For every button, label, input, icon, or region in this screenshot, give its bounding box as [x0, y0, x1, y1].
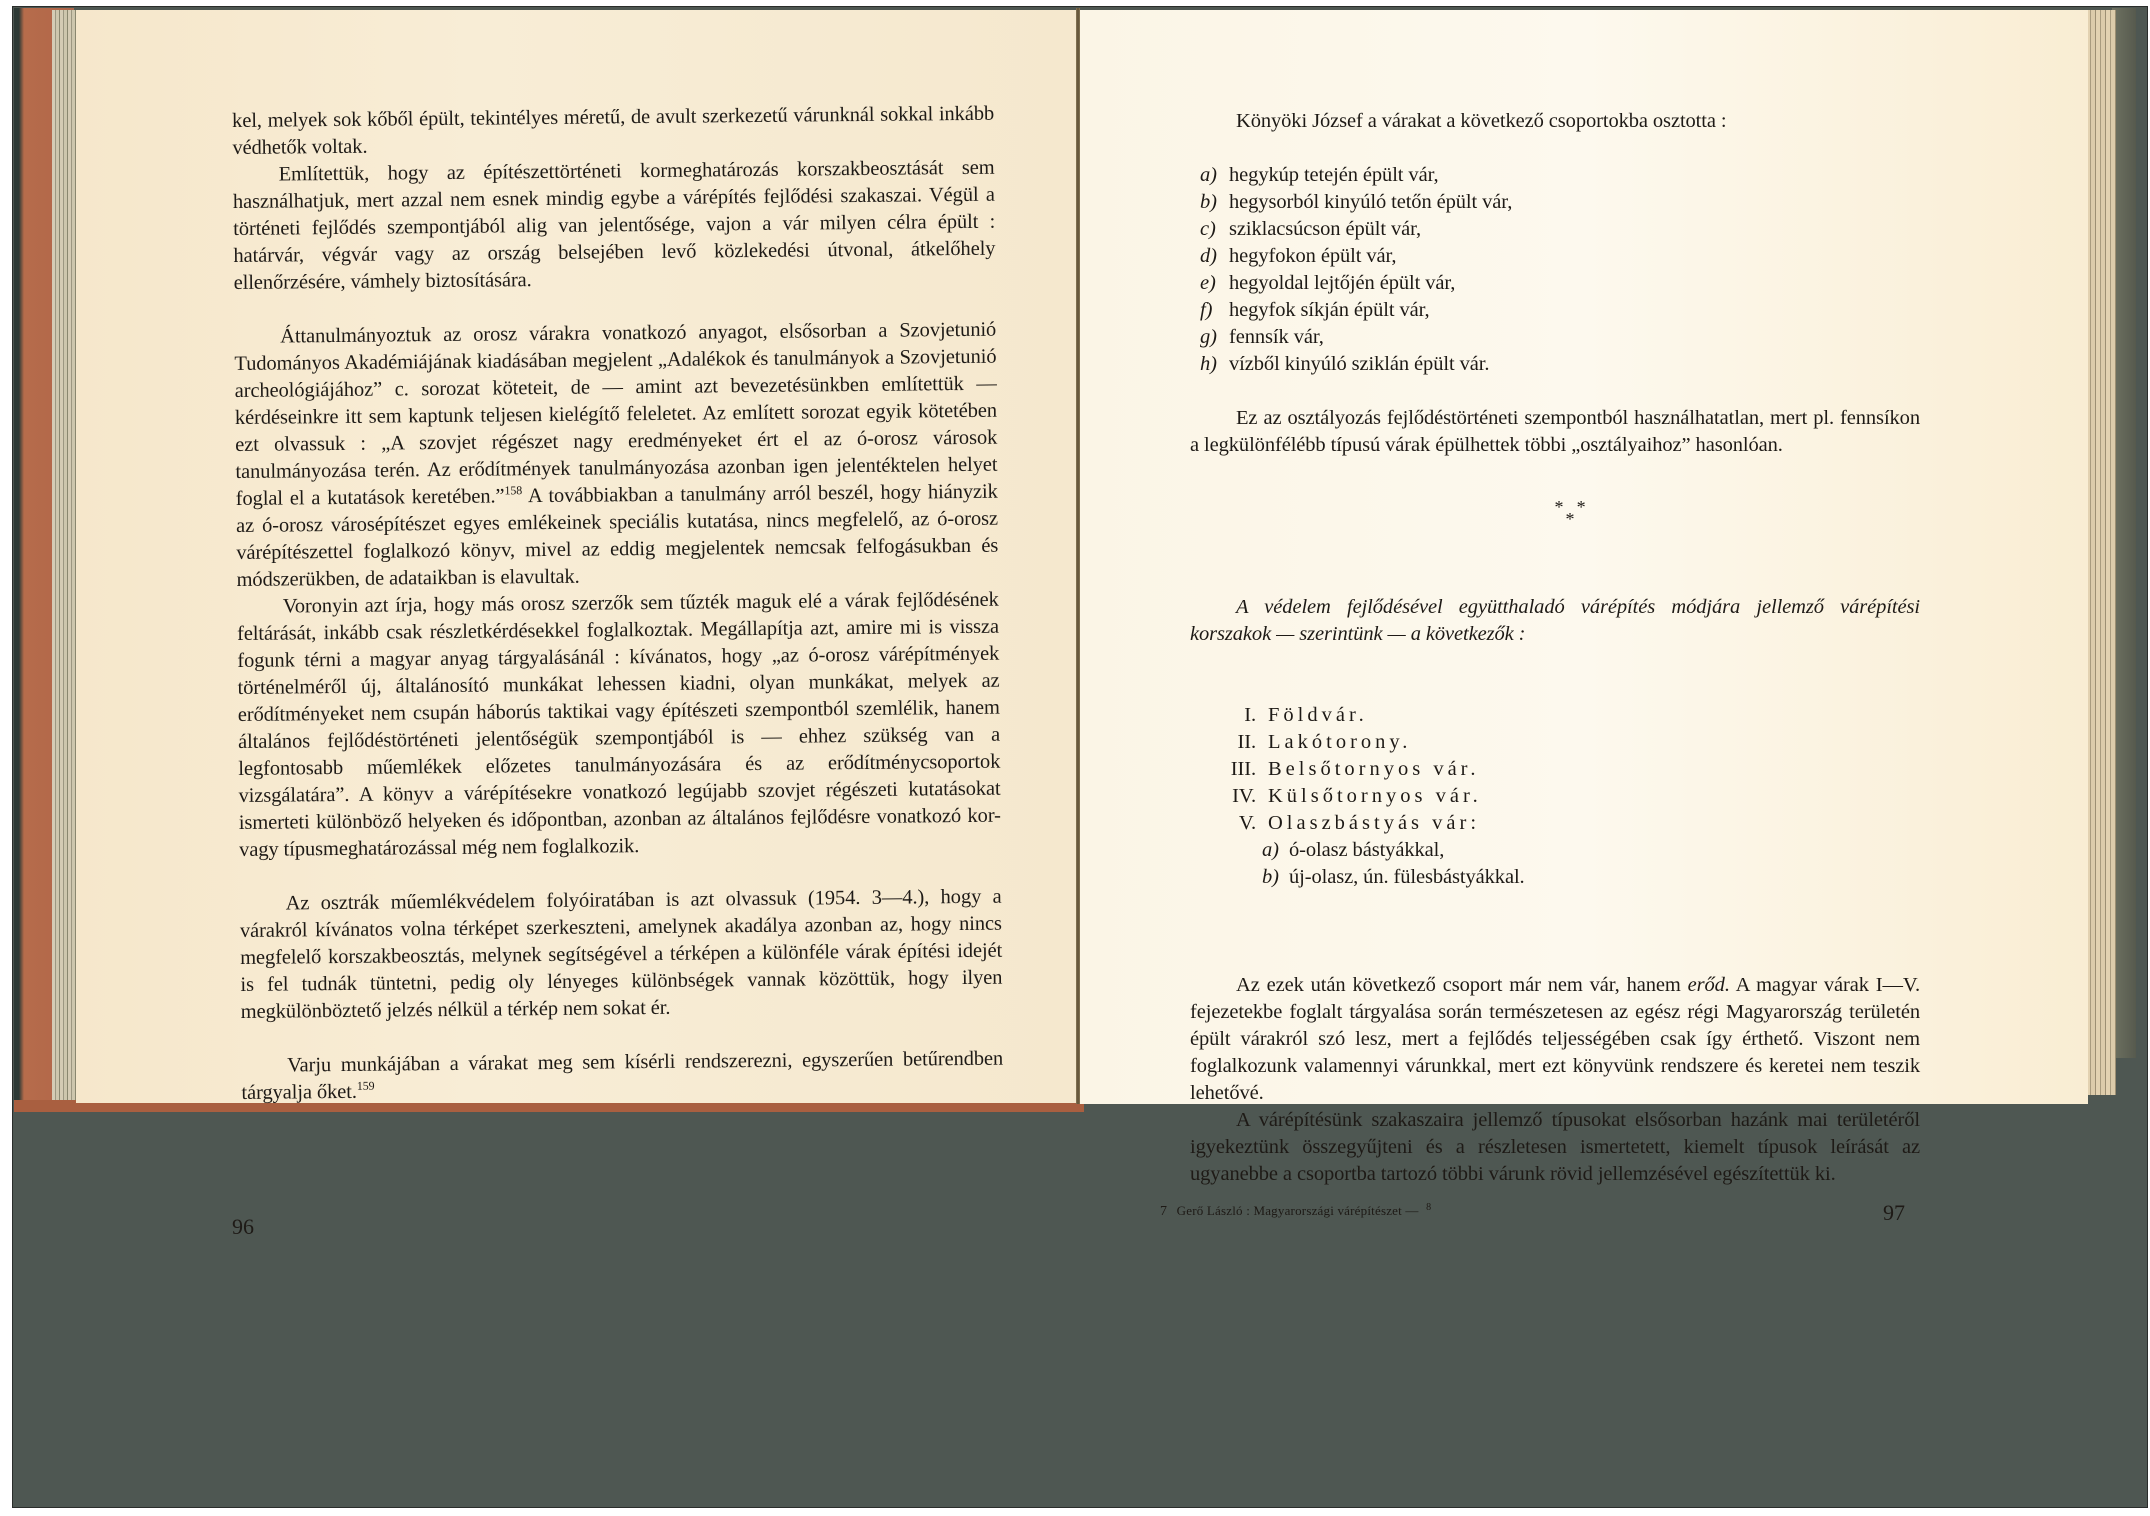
list-label: b) [1200, 191, 1217, 213]
period-item [1198, 729, 1920, 756]
list-label: d) [1200, 245, 1217, 267]
period-subitem [1262, 837, 1920, 864]
list-text: hegykúp tetején épült vár, [1229, 164, 1439, 186]
period-item [1198, 810, 1920, 837]
list-label: a) [1262, 839, 1279, 861]
period-name: Olaszbástyás vár: [1268, 812, 1481, 834]
periods-list [1190, 702, 1920, 837]
period-item [1198, 783, 1920, 810]
paragraph: A várépítésünk szakaszaira jellemző típusokat elsősorban hazánk mai területéről igyekeztünk összegyűjteni és a részletesen ismertetett, kiemelt típusok leírását az ugyanebbe a csoportba tartozó többi várunk rövid jellemzésével egészítettük ki. [1190, 1109, 1920, 1185]
list-item [1200, 216, 1920, 243]
list-item [1200, 297, 1920, 324]
list-label: f) [1200, 299, 1213, 321]
list-text: hegyfok síkján épült vár, [1229, 299, 1430, 321]
section-heading: A védelem fejlődésével együtthaladó várépítés módjára jellemző várépítési korszakok — szerintünk — a következők : [1190, 596, 1920, 645]
period-item [1198, 702, 1920, 729]
list-label: b) [1262, 866, 1279, 888]
paragraph [1190, 972, 1920, 1107]
period-item [1198, 756, 1920, 783]
asterisk: * [1576, 497, 1586, 517]
period-sub-list [1190, 837, 1920, 891]
list-text: fennsík vár, [1229, 326, 1324, 348]
list-item [1200, 270, 1920, 297]
paragraph-text: Varju munkájában a várakat meg sem kísérli rendszerezni, egyszerűen betűrendben tárgyalja őket. [241, 1047, 1004, 1104]
asterisk: * [1554, 497, 1564, 517]
paragraph [241, 1046, 1003, 1107]
paragraph: Az osztrák műemlékvédelem folyóiratában is azt olvassuk (1954. 3—4.), hogy a várakról kívánatos volna térképet szerkeszteni, amelynek akadálya azonban az, hogy nincs megfelelő korszakbeosztás, melynek segítségével a térképen a különféle várak építési idejét is fel tudnák tüntetni, pedig oly lényeges különbségek vannak közöttük, hogy ilyen megkülönböztető jelzés nélkül a térkép nem sokat ér. [239, 885, 1003, 1023]
list-text: hegyfokon épült vár, [1229, 245, 1397, 267]
left-page-text [232, 101, 1004, 1107]
asterisk: * [1565, 509, 1575, 529]
period-name: Külsőtornyos vár. [1268, 785, 1482, 807]
paragraph: Ez az osztályozás fejlődéstörténeti szempontból használhatatlan, mert pl. fennsíkon a legkülönfélébb típusú várak épülhettek többi „osztályaihoz” hasonlóan. [1190, 407, 1920, 456]
list-item [1200, 162, 1920, 189]
list-item [1200, 351, 1920, 378]
period-name: Lakótorony. [1268, 731, 1412, 753]
paragraph: kel, melyek sok kőből épült, tekintélyes méretű, de avult szerkezetű várunknál sokkal inkább védhetők voltak. [232, 102, 995, 159]
page-number-right: 97 [1883, 1200, 1905, 1225]
period-subitem [1262, 864, 1920, 891]
period-number: IV. [1232, 785, 1256, 807]
list-item [1200, 189, 1920, 216]
period-number: V. [1238, 812, 1256, 834]
list-label: e) [1200, 272, 1216, 294]
intro-line: Könyöki József a várakat a következő csoportokba osztotta : [1236, 110, 1727, 132]
sheet-superscript: 8 [1426, 1202, 1432, 1213]
footnote-ref: 158 [504, 483, 523, 498]
sheet-number: 7 [1160, 1204, 1168, 1219]
page-edges-left [52, 10, 78, 1100]
paragraph: Voronyin azt írja, hogy más orosz szerzők sem tűzték maguk elé a várak fejlődésének feltárását, inkább csak részletkérdésekkel foglalkoztak. Megállapítja azt, amire mi is vissza fogunk térni a magyar anyag tárgyalásánál : kívánatos, hogy „az ó-orosz várépítmények történelméről új, általánosító munkákat lehessen kiadni, olyan munkákat, melyek az erődítményeket nem csupán háborús taktikai vagy építészeti szempontból szemlélik, hanem általános fejlődéstörténeti jelentőségük szempontjából is — ehhez szükség van a legfontosabb műemlékek előzetes tanulmányozására és az erődítménycsoportok vizsgálatára”. A könyv a várépítésekre vonatkozó legújabb szovjet régészeti kutatásokat ismerteti különböző helyeken és időpontban, azonban az általános fejlődésre vonatkozó kor- vagy típusmeghatározással még nem foglalkozik. [236, 588, 1001, 861]
list-text: vízből kinyúló sziklán épült vár. [1229, 353, 1490, 375]
period-name: Belsőtornyos vár. [1268, 758, 1480, 780]
list-label: h) [1200, 353, 1217, 375]
footnote-ref: 159 [356, 1078, 375, 1093]
page-edges-right [2086, 10, 2116, 1095]
paragraph: Említettük, hogy az építészettörténeti kormeghatározás korszakbeosztását sem használhatjuk, mert azzal nem esnek mindig egybe a várépítés fejlődési szakaszai. Végül a történeti fejlődés szempontjából alig van jelentősége, vajon a vár milyen célra épült : határvár, végvár vagy az ország belsejében levő közlekedési útvonal, átkelőhely ellenőrzésére, vámhely biztosítására. [232, 156, 996, 294]
signature-line [1160, 1202, 1431, 1220]
castle-groups-list [1190, 162, 1920, 378]
section-divider-asterisks [1190, 499, 1920, 527]
period-number: I. [1244, 704, 1256, 726]
list-item [1200, 243, 1920, 270]
emphasis: erőd. [1687, 974, 1730, 996]
period-number: II. [1237, 731, 1256, 753]
paragraph-text: A magyar várak I—V. fejezetekbe foglalt tárgyalása során természetesen az egész régi Magyarország területén épült várakról szó lesz, mert a fejlődés teljességében csak így érthető. Viszont nem foglalkozunk valamennyi várunkkal, mert ezt könyvünk rendszere és keretei nem teszik lehetővé. [1190, 974, 1920, 1104]
list-label: c) [1200, 218, 1216, 240]
dash: — [1405, 1203, 1419, 1218]
list-text: ó-olasz bástyákkal, [1289, 839, 1445, 861]
list-label: g) [1200, 326, 1217, 348]
paragraph-text: Áttanulmányoztuk az orosz várakra vonatkozó anyagot, elsősorban a Szovjetunió Tudományos Akadémiájának kiadásában megjelent „Adalékok és tanulmányok a Szovjetunió archeológiájához” c. sorozat köteteit, de — amint azt bevezetésünkben említettük — kérdéseinkre itt sem kaptunk teljesen kielégítő feleletet. Az említett sorozat egyik kötetében ezt olvassuk : „A szovjet régészet nagy eredményeket ért el az ó-orosz városok tanulmányozása terén. Az erődítmények tanulmányozása azonban igen jelentéktelen helyet foglal el a kutatások keretében.” [234, 318, 998, 510]
paragraph-text: A továbbiakban a tanulmány arról beszél, hogy hiányzik az ó-orosz városépítészet egyes emlékeinek speciális kutatása, nincs megfelelő, az ó-orosz várépítészettel foglalkozó könyv, mivel az eddig megjelentek nemcsak felfogásukban és módszerükben, de adataikban is elavultak. [235, 480, 999, 591]
book-title: Gerő László : Magyarországi várépítészet [1176, 1203, 1402, 1218]
list-text: hegyoldal lejtőjén épült vár, [1229, 272, 1456, 294]
paragraph-text: Az ezek után következő csoport már nem vár, hanem [1236, 974, 1688, 996]
period-name: Földvár. [1268, 704, 1368, 726]
paragraph [234, 317, 999, 594]
list-text: sziklacsúcson épült vár, [1229, 218, 1422, 240]
period-number: III. [1230, 758, 1256, 780]
page-number-left: 96 [232, 1214, 254, 1239]
list-label: a) [1200, 164, 1217, 186]
right-page-text [1190, 108, 1920, 1188]
list-item [1200, 324, 1920, 351]
list-text: új-olasz, ún. fülesbástyákkal. [1289, 866, 1525, 888]
list-text: hegysorból kinyúló tetőn épült vár, [1229, 191, 1513, 213]
book-spine [1076, 8, 1080, 1104]
